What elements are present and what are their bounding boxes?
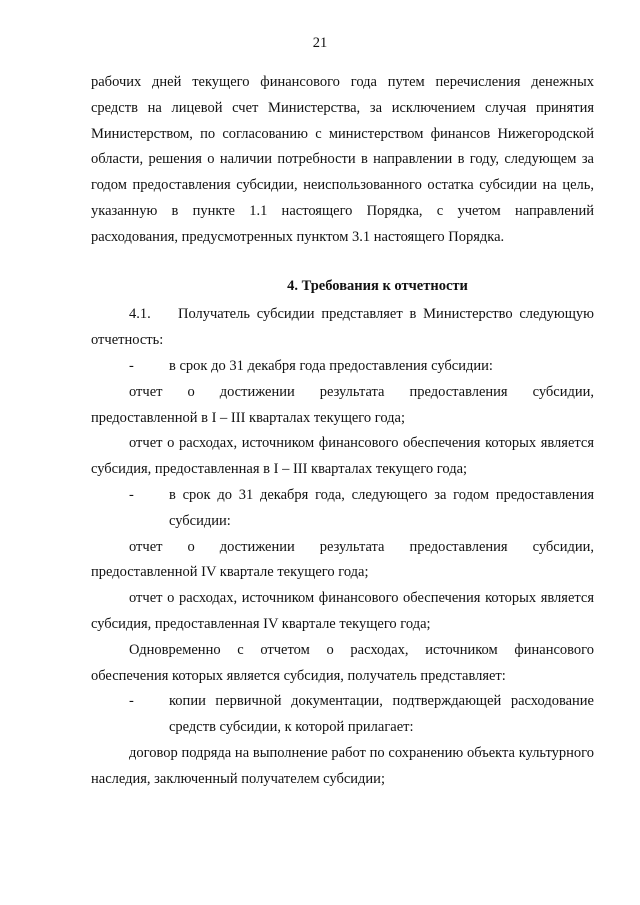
list-item-documents	[91, 689, 594, 741]
list-item-text: в срок до 31 декабря года предоставления субсидии:	[169, 357, 493, 374]
paragraph-contract: договор подряда на выполнение работ по сохранению объекта культурного наследия, заключенный получателем субсидии;	[91, 744, 594, 787]
dash-marker: -	[129, 357, 134, 374]
dash-marker: -	[129, 486, 134, 503]
page-number: 21	[312, 35, 328, 51]
list-item-text: копии первичной документации, подтверждающей расходование средств субсидии, к которой прилагает:	[169, 693, 594, 736]
paragraph-report-result-1: отчет о достижении результата предоставления субсидии, предоставленной в I – III кварталах текущего года;	[91, 383, 594, 426]
dash-marker: -	[129, 693, 134, 710]
paragraph-report-expenses-2: отчет о расходах, источником финансового обеспечения которых является субсидия, предоставленная IV квартале текущего года;	[91, 590, 594, 632]
paragraph-continuation: рабочих дней текущего финансового года путем перечисления денежных средств на лицевой счет Министерства, за исключением случая принятия Министерством, по согласованию с министерством финансов Нижегородской области, решения о наличии потребности в направлении в году, следующем за годом предоставления субсидии, неиспользованного остатка субсидии на цель, указанную в пункте 1.1 настоящего Порядка, с учетом направлений расходования, предусмотренных пунктом 3.1 настоящего Порядка.	[91, 74, 594, 245]
list-item-text: в срок до 31 декабря года, следующего за годом предоставления субсидии:	[169, 486, 594, 529]
paragraph-simultaneously: Одновременно с отчетом о расходах, источником финансового обеспечения которых является субсидия, получатель представляет:	[91, 641, 594, 684]
paragraph-report-result-2: отчет о достижении результата предоставления субсидии, предоставленной IV квартале текущего года;	[91, 538, 594, 581]
document-body	[91, 70, 594, 793]
section-heading: 4. Требования к отчетности	[287, 277, 468, 294]
paragraph-report-expenses-1: отчет о расходах, источником финансового обеспечения которых является субсидия, предоставленная в I – III кварталах текущего года;	[91, 435, 594, 478]
list-item-deadline-2	[91, 483, 594, 535]
list-item-deadline-1	[91, 354, 594, 380]
paragraph-4-1: 4.1. Получатель субсидии представляет в Министерство следующую отчетность:	[91, 306, 594, 349]
